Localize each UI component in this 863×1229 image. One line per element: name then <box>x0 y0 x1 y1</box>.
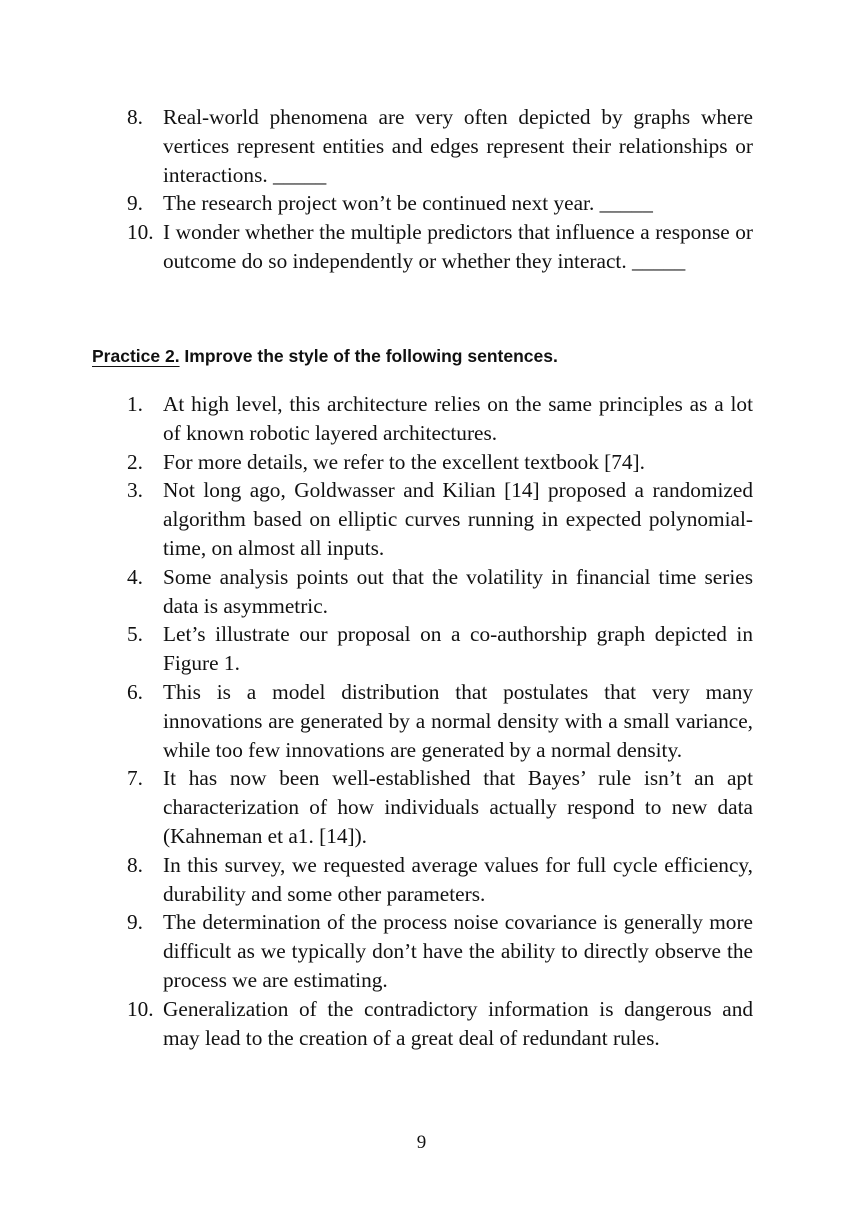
item-number: 1. <box>127 392 143 416</box>
list-item <box>127 218 753 276</box>
item-text: Real-world phenomena are very often depicted by graphs where vertices represent entities and edges represent their relationships or interactions. _____ <box>163 105 753 187</box>
list-item <box>127 995 753 1053</box>
item-text: Let’s illustrate our proposal on a co-authorship graph depicted in Figure 1. <box>163 622 753 676</box>
item-number: 2. <box>127 449 143 474</box>
practice-instruction: Improve the style of the following sentences. <box>179 346 558 366</box>
list-item <box>127 103 753 189</box>
list-item <box>127 476 753 562</box>
item-number: 10. <box>127 996 154 1021</box>
item-text: The research project won’t be continued next year. _____ <box>163 191 653 216</box>
list-item <box>127 678 753 764</box>
item-number: 8. <box>127 852 143 877</box>
list-item <box>127 189 753 218</box>
item-text: At high level, this architecture relies on the same principles as a lot of known robotic layered architectures. <box>163 392 753 445</box>
list-item <box>127 563 753 621</box>
item-number: 9. <box>127 910 143 935</box>
list-item <box>127 764 753 850</box>
item-number: 10. <box>127 220 154 245</box>
item-text: It has now been well-established that Bayes’ rule isn’t an apt characterization of how individuals actually respond to new data (Kahneman et a1. [14]). <box>163 766 753 848</box>
practice-heading <box>92 346 558 367</box>
practice-label: Practice 2. <box>92 346 180 366</box>
item-text: Some analysis points out that the volatility in financial time series data is asymmetric. <box>163 564 753 618</box>
list-item <box>127 390 753 448</box>
item-text: Not long ago, Goldwasser and Kilian [14] proposed a randomized algorithm based on elliptic curves running in expected polynomial-time, on almost all inputs. <box>163 478 753 560</box>
item-number: 4. <box>127 564 143 589</box>
item-number: 7. <box>127 766 143 791</box>
item-text: This is a model distribution that postulates that very many innovations are generated by a normal density with a small variance, while too few innovations are generated by a normal density. <box>163 679 753 762</box>
list-item <box>127 448 753 477</box>
item-number: 5. <box>127 622 143 647</box>
item-text: In this survey, we requested average values for full cycle efficiency, durability and some other parameters. <box>163 852 753 906</box>
item-text: The determination of the process noise covariance is generally more difficult as we typically don’t have the ability to directly observe the process we are estimating. <box>163 910 753 992</box>
exercise-list-continued <box>127 103 753 276</box>
item-number: 8. <box>127 105 143 129</box>
item-text: Generalization of the contradictory information is dangerous and may lead to the creation of a great deal of redundant rules. <box>163 996 753 1050</box>
list-item <box>127 620 753 678</box>
list-item <box>127 908 753 994</box>
item-number: 9. <box>127 191 143 216</box>
item-text: I wonder whether the multiple predictors that influence a response or outcome do so independently or whether they interact. _____ <box>163 220 753 273</box>
page-number: 9 <box>416 1132 427 1153</box>
item-text: For more details, we refer to the excellent textbook [74]. <box>163 449 645 474</box>
practice-2-list <box>127 390 753 1052</box>
item-number: 6. <box>127 679 143 704</box>
item-number: 3. <box>127 478 143 503</box>
list-item <box>127 851 753 909</box>
